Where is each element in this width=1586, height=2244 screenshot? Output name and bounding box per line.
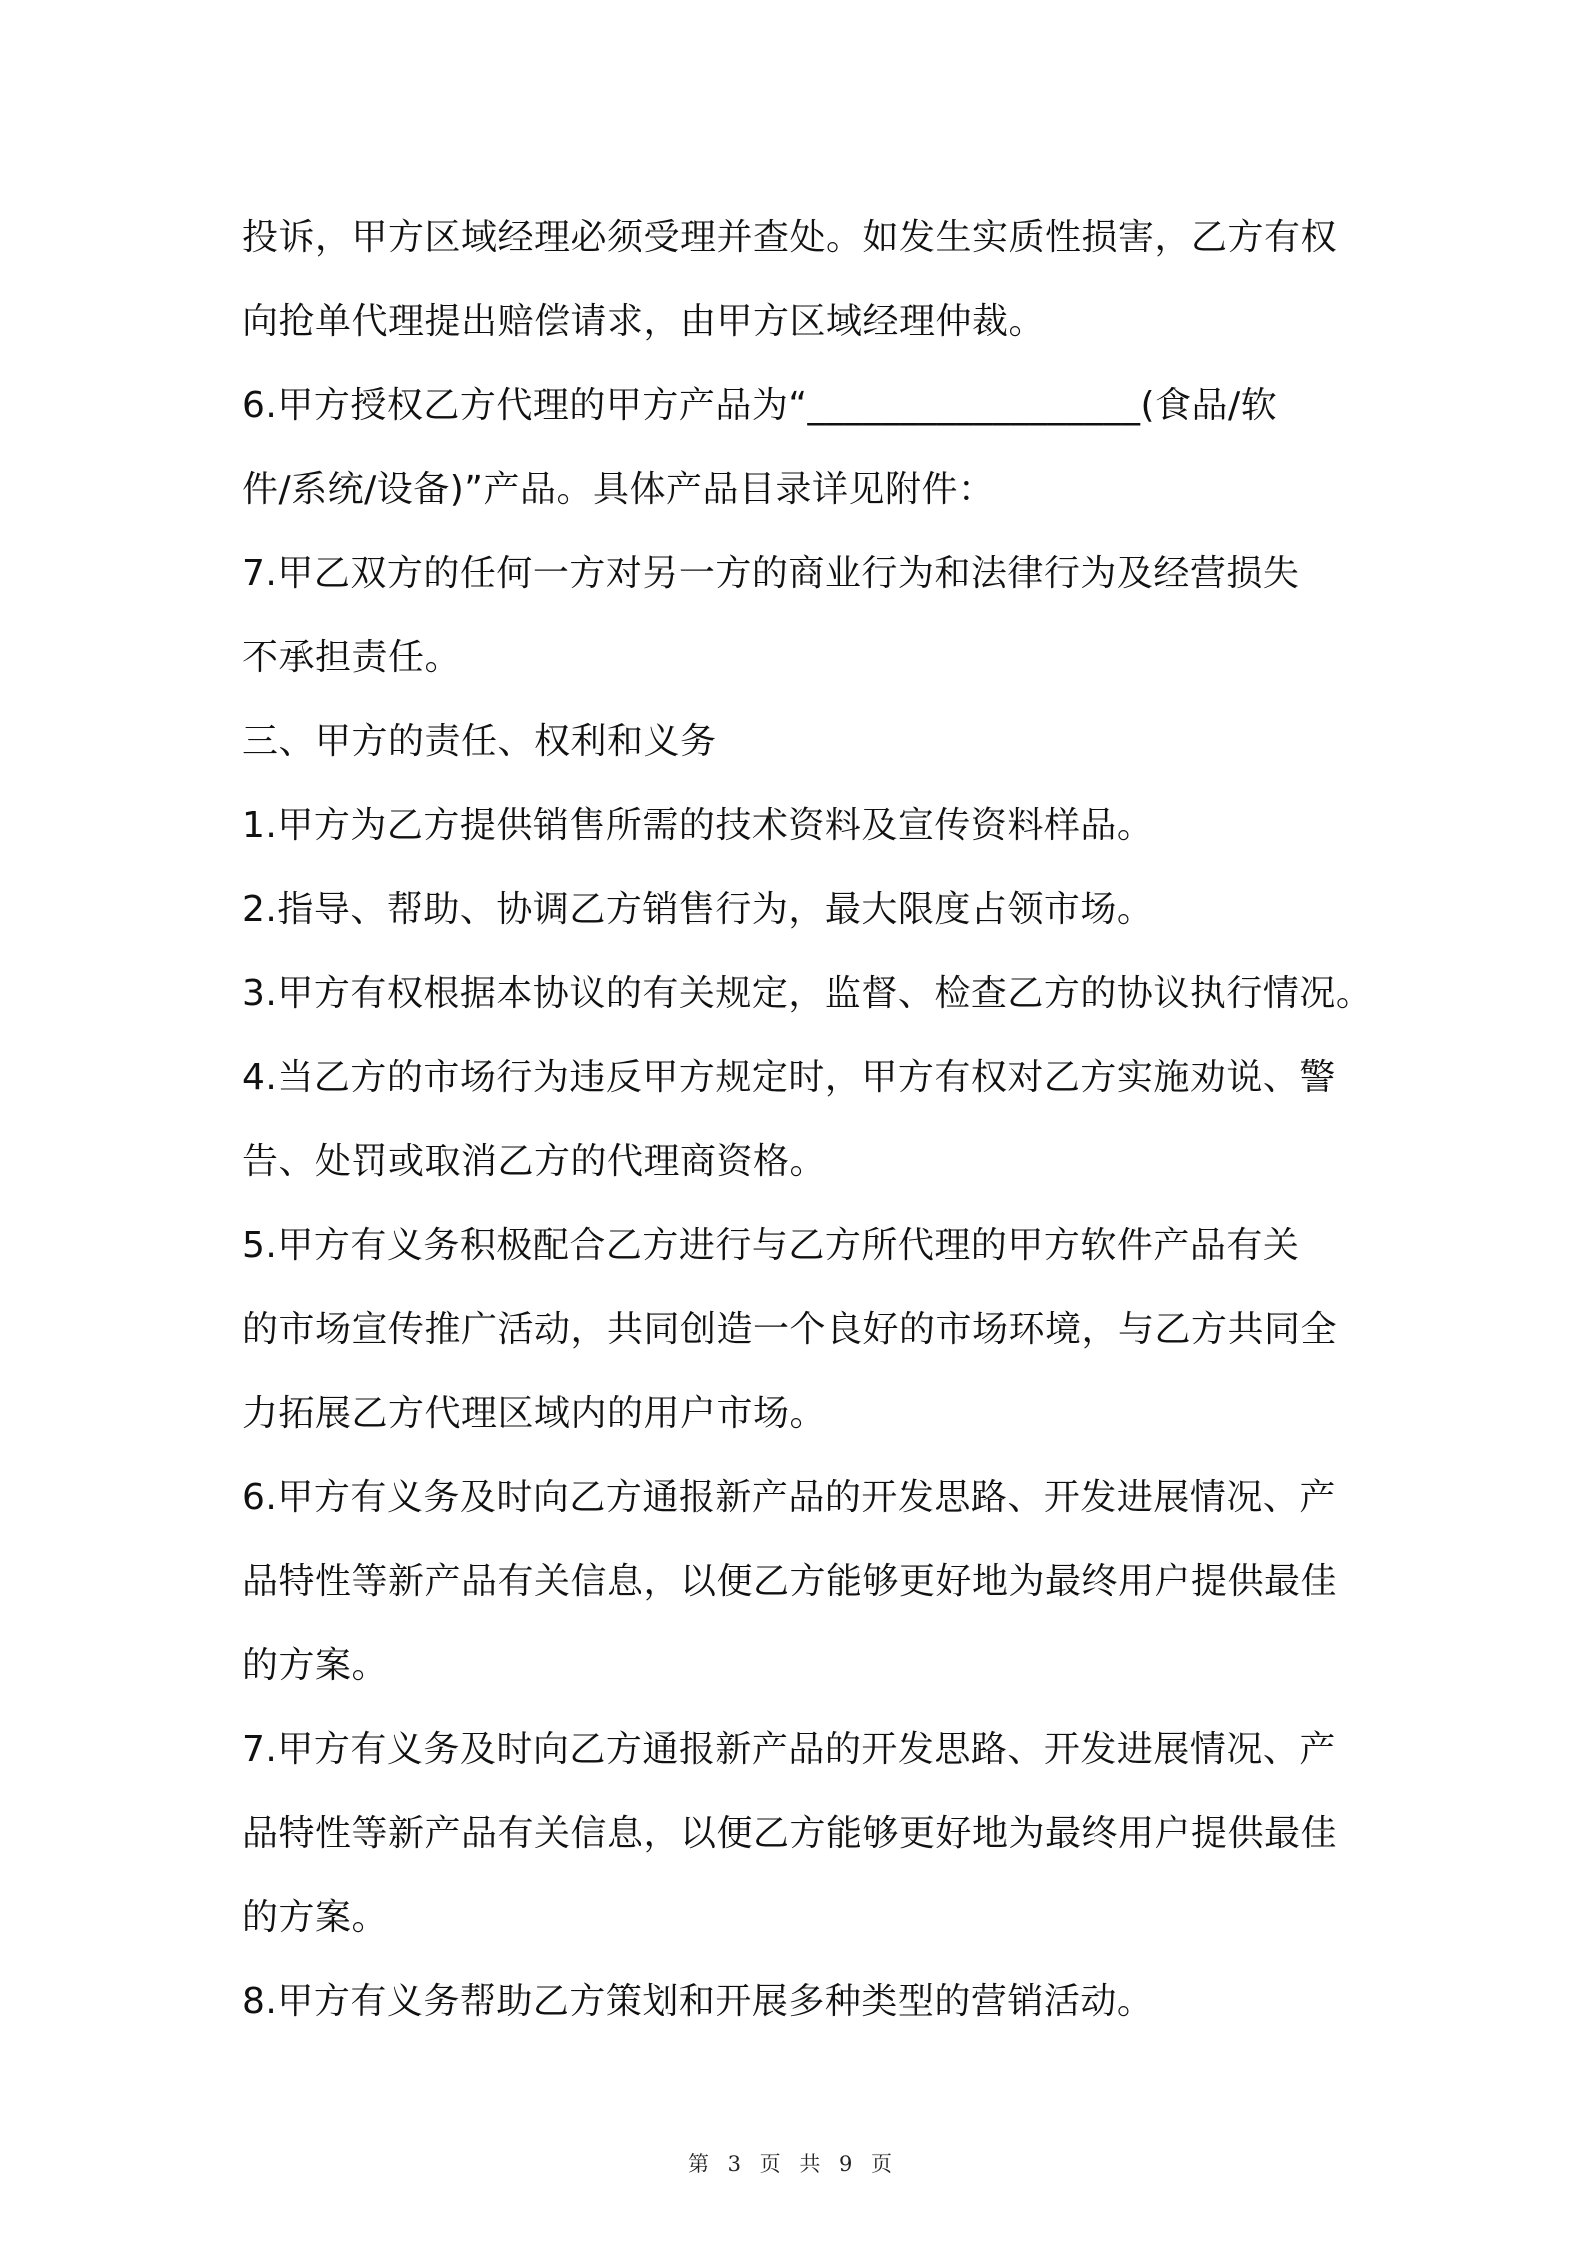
text-line: 的市场宣传推广活动，共同创造一个良好的市场环境，与乙方共同全 (242, 1309, 1338, 1350)
text-line: 4.当乙方的市场行为违反甲方规定时，甲方有权对乙方实施劝说、警 (242, 1057, 1336, 1098)
text-line: 投诉，甲方区域经理必须受理并查处。如发生实质性损害，乙方有权 (242, 217, 1338, 258)
text-line: 告、处罚或取消乙方的代理商资格。 (242, 1141, 827, 1182)
text-line: 的方案。 (242, 1897, 389, 1938)
text-line: 件/系统/设备)”产品。具体产品目录详见附件： (242, 469, 995, 510)
text-line: 品特性等新产品有关信息，以便乙方能够更好地为最终用户提供最佳 (242, 1813, 1338, 1854)
text-line: 7.甲方有义务及时向乙方通报新产品的开发思路、开发进展情况、产 (242, 1729, 1336, 1770)
text-line: 5.甲方有义务积极配合乙方进行与乙方所代理的甲方软件产品有关 (242, 1225, 1300, 1266)
text-line: 向抢单代理提出赔偿请求，由甲方区域经理仲裁。 (242, 301, 1046, 342)
text-line: 1.甲方为乙方提供销售所需的技术资料及宣传资料样品。 (242, 805, 1154, 846)
text-line: 3.甲方有权根据本协议的有关规定，监督、检查乙方的协议执行情况。 (242, 973, 1373, 1014)
page-number-footer: 第 3 页 共 9 页 (687, 2152, 899, 2176)
document-body (242, 196, 1373, 2044)
text-line: 的方案。 (242, 1645, 389, 1686)
text-line: 品特性等新产品有关信息，以便乙方能够更好地为最终用户提供最佳 (242, 1561, 1338, 1602)
section-heading: 三、甲方的责任、权利和义务 (242, 721, 717, 762)
text-line: 6.甲方有义务及时向乙方通报新产品的开发思路、开发进展情况、产 (242, 1477, 1336, 1518)
text-line: 6.甲方授权乙方代理的甲方产品为“__________________(食品/软 (242, 385, 1278, 426)
text-line: 不承担责任。 (242, 637, 462, 678)
text-line: 2.指导、帮助、协调乙方销售行为，最大限度占领市场。 (242, 889, 1154, 930)
text-line: 8.甲方有义务帮助乙方策划和开展多种类型的营销活动。 (242, 1981, 1154, 2022)
text-line: 力拓展乙方代理区域内的用户市场。 (242, 1393, 827, 1434)
text-line: 7.甲乙双方的任何一方对另一方的商业行为和法律行为及经营损失 (242, 553, 1300, 594)
